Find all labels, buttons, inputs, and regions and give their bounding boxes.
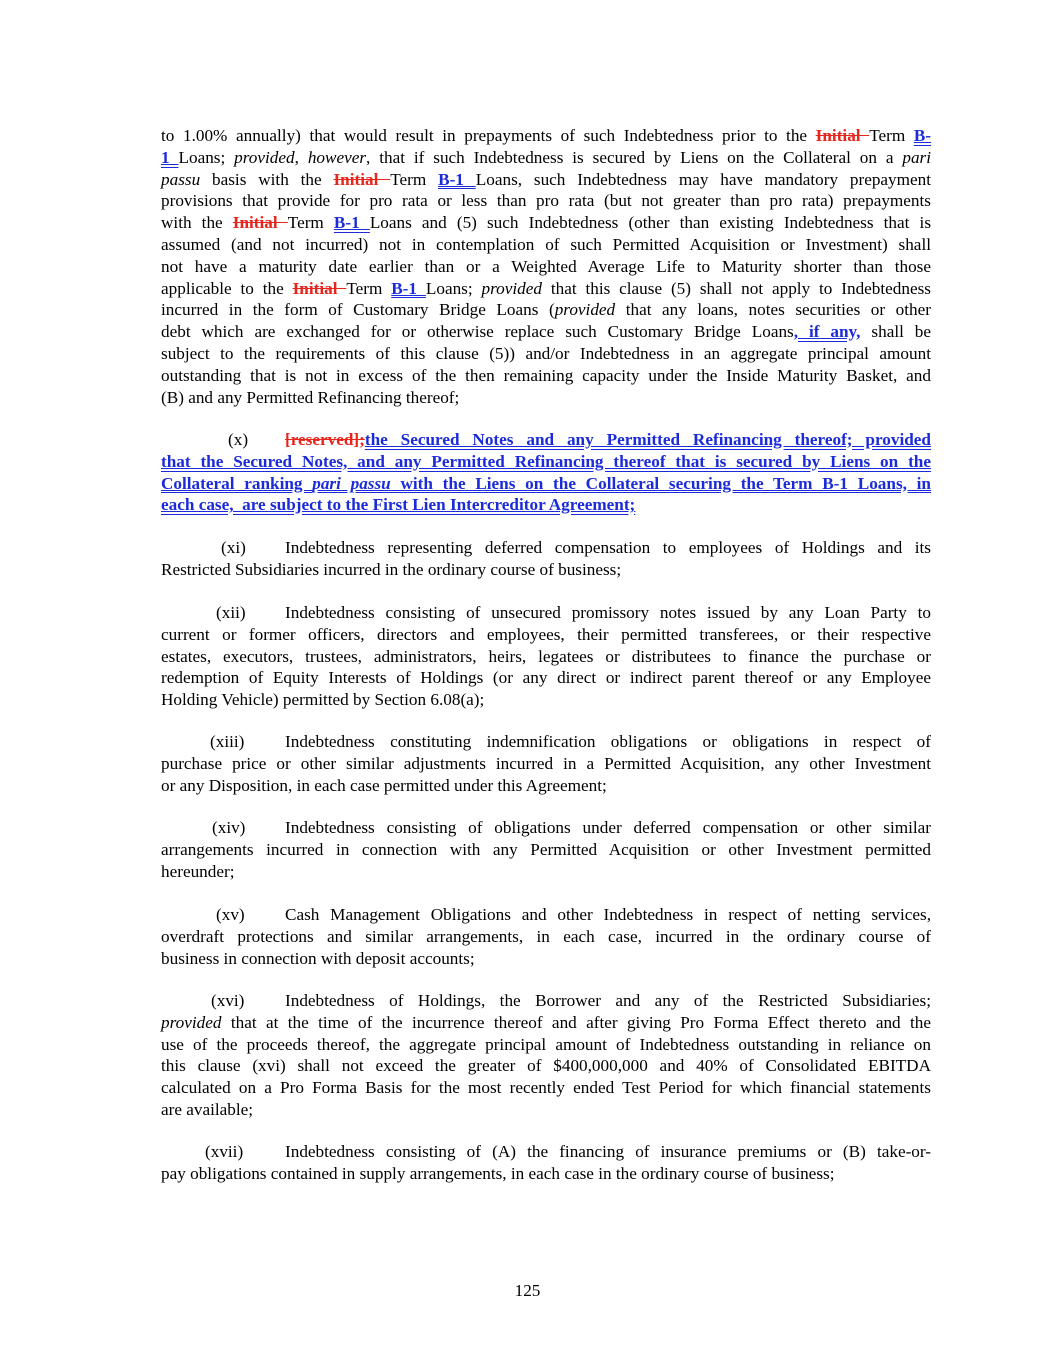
text-line <box>161 125 931 147</box>
text-run: redemption of Equity Interests of Holdings (or any direct or indirect parent thereof or any Employee <box>161 668 931 688</box>
text-line <box>161 646 931 668</box>
text-run: purchase price or other similar adjustments incurred in a Permitted Acquisition, any other Investment <box>161 753 931 773</box>
text-run: business in connection with deposit accounts; <box>161 948 475 968</box>
text-line <box>161 1077 931 1099</box>
paragraph-xii <box>161 602 931 711</box>
text-line <box>161 948 931 970</box>
paragraph-xiv <box>161 817 931 882</box>
inserted-text: the Secured Notes and any Permitted Refinancing thereof; provided <box>364 430 931 449</box>
inserted-text-italic: pari passu <box>312 473 391 493</box>
text-run: Loans, such Indebtedness may have mandatory prepayment <box>475 169 932 189</box>
text-line <box>285 537 931 559</box>
text-run: Indebtedness consisting of obligations under deferred compensation or other similar <box>285 818 931 837</box>
paragraph-xvi <box>161 990 931 1121</box>
text-run: that this clause (5) shall not apply to Indebtedness <box>541 278 931 298</box>
clause-number: (xiv) <box>212 818 246 837</box>
clause-number: (xii) <box>216 603 246 622</box>
text-run: Term <box>869 126 914 145</box>
text-line <box>161 689 931 711</box>
text-run: Loans; <box>425 278 482 298</box>
deleted-text: Initial <box>292 278 347 298</box>
text-line <box>285 429 931 451</box>
clause-number: (xv) <box>216 905 245 924</box>
text-run: Restricted Subsidiaries incurred in the ordinary course of business; <box>161 559 622 579</box>
text-line <box>161 256 931 278</box>
text-run: pay obligations contained in supply arrangements, in each case in the ordinary course of business; <box>161 1163 835 1183</box>
text-run: current or former officers, directors and employees, their permitted transferees, or their respective <box>161 624 931 644</box>
text-run: Loans and (5) such Indebtedness (other than existing Indebtedness that is <box>369 213 932 233</box>
text-line <box>161 1099 931 1121</box>
text-run: debt which are exchanged for or otherwise replace such Customary Bridge Loans <box>161 322 794 342</box>
text-run: hereunder; <box>161 861 235 881</box>
text-run: that at the time of the incurrence thereof and after giving Pro Forma Effect thereto and the <box>221 1012 931 1032</box>
text-line <box>161 387 931 409</box>
text-line <box>285 990 931 1012</box>
clause-number: (xi) <box>221 538 246 557</box>
deleted-text: Initial <box>815 126 870 145</box>
text-run: that any loans, notes securities or other <box>615 300 931 320</box>
text-run: incurred in the form of Customary Bridge Loans ( <box>161 300 555 320</box>
inserted-text: B-1 <box>333 213 370 233</box>
text-run: Indebtedness representing deferred compensation to employees of Holdings and its <box>285 538 931 557</box>
text-line <box>161 1055 931 1077</box>
text-run: assumed (and not incurred) not in contemplation of such Permitted Acquisition or Investment) shall <box>161 234 931 254</box>
text-run: Indebtedness of Holdings, the Borrower and any of the Restricted Subsidiaries; <box>285 991 931 1010</box>
text-run: with the <box>161 213 233 233</box>
clause-number: (xvi) <box>211 991 245 1010</box>
italic-text: pari <box>902 147 932 167</box>
text-line <box>161 775 931 797</box>
text-line <box>161 343 931 365</box>
deleted-text: [reserved]; <box>285 430 365 449</box>
italic-text: however <box>307 147 367 167</box>
text-line <box>285 904 931 926</box>
text-line <box>161 494 931 516</box>
text-run: provisions that provide for pro rata or less than pro rata (but not greater than pro rata) prepayments <box>161 191 931 211</box>
text-line <box>285 731 931 753</box>
text-line <box>161 451 931 473</box>
text-line <box>161 169 931 191</box>
text-run: Term <box>390 169 439 189</box>
paragraph-continuation <box>161 125 931 408</box>
text-line <box>161 278 931 300</box>
inserted-text: 1 <box>161 147 179 167</box>
inserted-text: B-1 <box>438 169 476 189</box>
text-run: Holding Vehicle) permitted by Section 6.08(a); <box>161 690 485 710</box>
text-run: , that if such Indebtedness is secured by Liens on the Collateral on a <box>366 147 903 167</box>
text-run: Indebtedness consisting of (A) the financing of insurance premiums or (B) take-or- <box>285 1142 931 1161</box>
text-line <box>161 667 931 689</box>
italic-text: provided <box>554 300 616 320</box>
text-line <box>161 190 931 212</box>
italic-text: passu <box>161 169 201 189</box>
deleted-text: Initial <box>333 169 391 189</box>
inserted-text: each case, are subject to the First Lien Intercreditor Agreement; <box>161 495 636 515</box>
paragraph-xvii <box>161 1141 931 1185</box>
text-run: Indebtedness constituting indemnification obligations or obligations in respect of <box>285 732 931 751</box>
text-line <box>161 473 931 495</box>
text-line <box>161 1163 931 1185</box>
text-line <box>161 1034 931 1056</box>
text-line <box>161 147 931 169</box>
page-number: 125 <box>514 1281 541 1300</box>
italic-text: provided <box>161 1012 222 1032</box>
text-line <box>161 365 931 387</box>
inserted-text: B-1 <box>391 278 426 298</box>
text-line <box>285 602 931 624</box>
inserted-text: Collateral ranking <box>161 473 313 493</box>
paragraph-xv <box>161 904 931 969</box>
clause-number: (xiii) <box>210 732 245 751</box>
text-line <box>161 212 931 234</box>
paragraph-xi <box>161 537 931 581</box>
text-run: , <box>294 147 308 167</box>
text-run: or any Disposition, in each case permitted under this Agreement; <box>161 775 607 795</box>
inserted-text: B- <box>913 126 932 145</box>
text-line <box>161 861 931 883</box>
text-line <box>285 817 931 839</box>
paragraph-x <box>161 429 931 516</box>
text-line <box>161 753 931 775</box>
text-run: Cash Management Obligations and other Indebtedness in respect of netting services, <box>285 905 931 924</box>
text-run: subject to the requirements of this clause (5)) and/or Indebtedness in an aggregate principal amount <box>161 343 931 363</box>
text-line <box>161 839 931 861</box>
italic-text: provided <box>481 278 542 298</box>
text-run: outstanding that is not in excess of the then remaining capacity under the Inside Maturity Basket, and <box>161 365 931 385</box>
text-line <box>161 321 931 343</box>
text-run: to 1.00% annually) that would result in prepayments of such Indebtedness prior to the <box>161 126 816 145</box>
italic-text: provided <box>234 147 295 167</box>
clause-number: (xvii) <box>205 1142 244 1161</box>
text-run: Indebtedness consisting of unsecured promissory notes issued by any Loan Party to <box>285 603 931 622</box>
text-line <box>161 1012 931 1034</box>
deleted-text: Initial <box>232 213 288 233</box>
text-line <box>161 299 931 321</box>
text-run: calculated on a Pro Forma Basis for the most recently ended Test Period for which financial statements <box>161 1078 931 1098</box>
inserted-text: with the Liens on the Collateral securing the Term B-1 Loans, in <box>390 473 931 493</box>
text-line <box>161 559 931 581</box>
text-run: overdraft protections and similar arrangements, in each case, incurred in the ordinary course of <box>161 926 931 946</box>
paragraph-xiii <box>161 731 931 796</box>
text-run: not have a maturity date earlier than or a Weighted Average Life to Maturity shorter than those <box>161 256 931 276</box>
text-line <box>285 1141 931 1163</box>
text-run: applicable to the <box>161 278 293 298</box>
text-run: are available; <box>161 1099 254 1119</box>
inserted-text: that the Secured Notes, and any Permitted Refinancing thereof that is secured by Liens on the <box>161 451 931 471</box>
text-run: Term <box>287 213 334 233</box>
text-run: Loans; <box>178 147 235 167</box>
text-run: estates, executors, trustees, administrators, heirs, legatees or distributees to finance the purchase or <box>161 646 931 666</box>
text-run: basis with the <box>200 169 334 189</box>
text-run: shall be <box>860 322 932 342</box>
clause-number: (x) <box>228 430 249 449</box>
text-run: (B) and any Permitted Refinancing thereof; <box>161 387 460 407</box>
text-run: Term <box>346 278 392 298</box>
text-run: this clause (xvi) shall not exceed the greater of $400,000,000 and 40% of Consolidated EBITDA <box>161 1056 931 1076</box>
text-run: use of the proceeds thereof, the aggregate principal amount of Indebtedness outstanding in reliance on <box>161 1034 931 1054</box>
inserted-text: , if any, <box>793 322 861 342</box>
text-line <box>161 624 931 646</box>
text-run: arrangements incurred in connection with any Permitted Acquisition or other Investment permitted <box>161 839 931 859</box>
text-line <box>161 926 931 948</box>
text-line <box>161 234 931 256</box>
